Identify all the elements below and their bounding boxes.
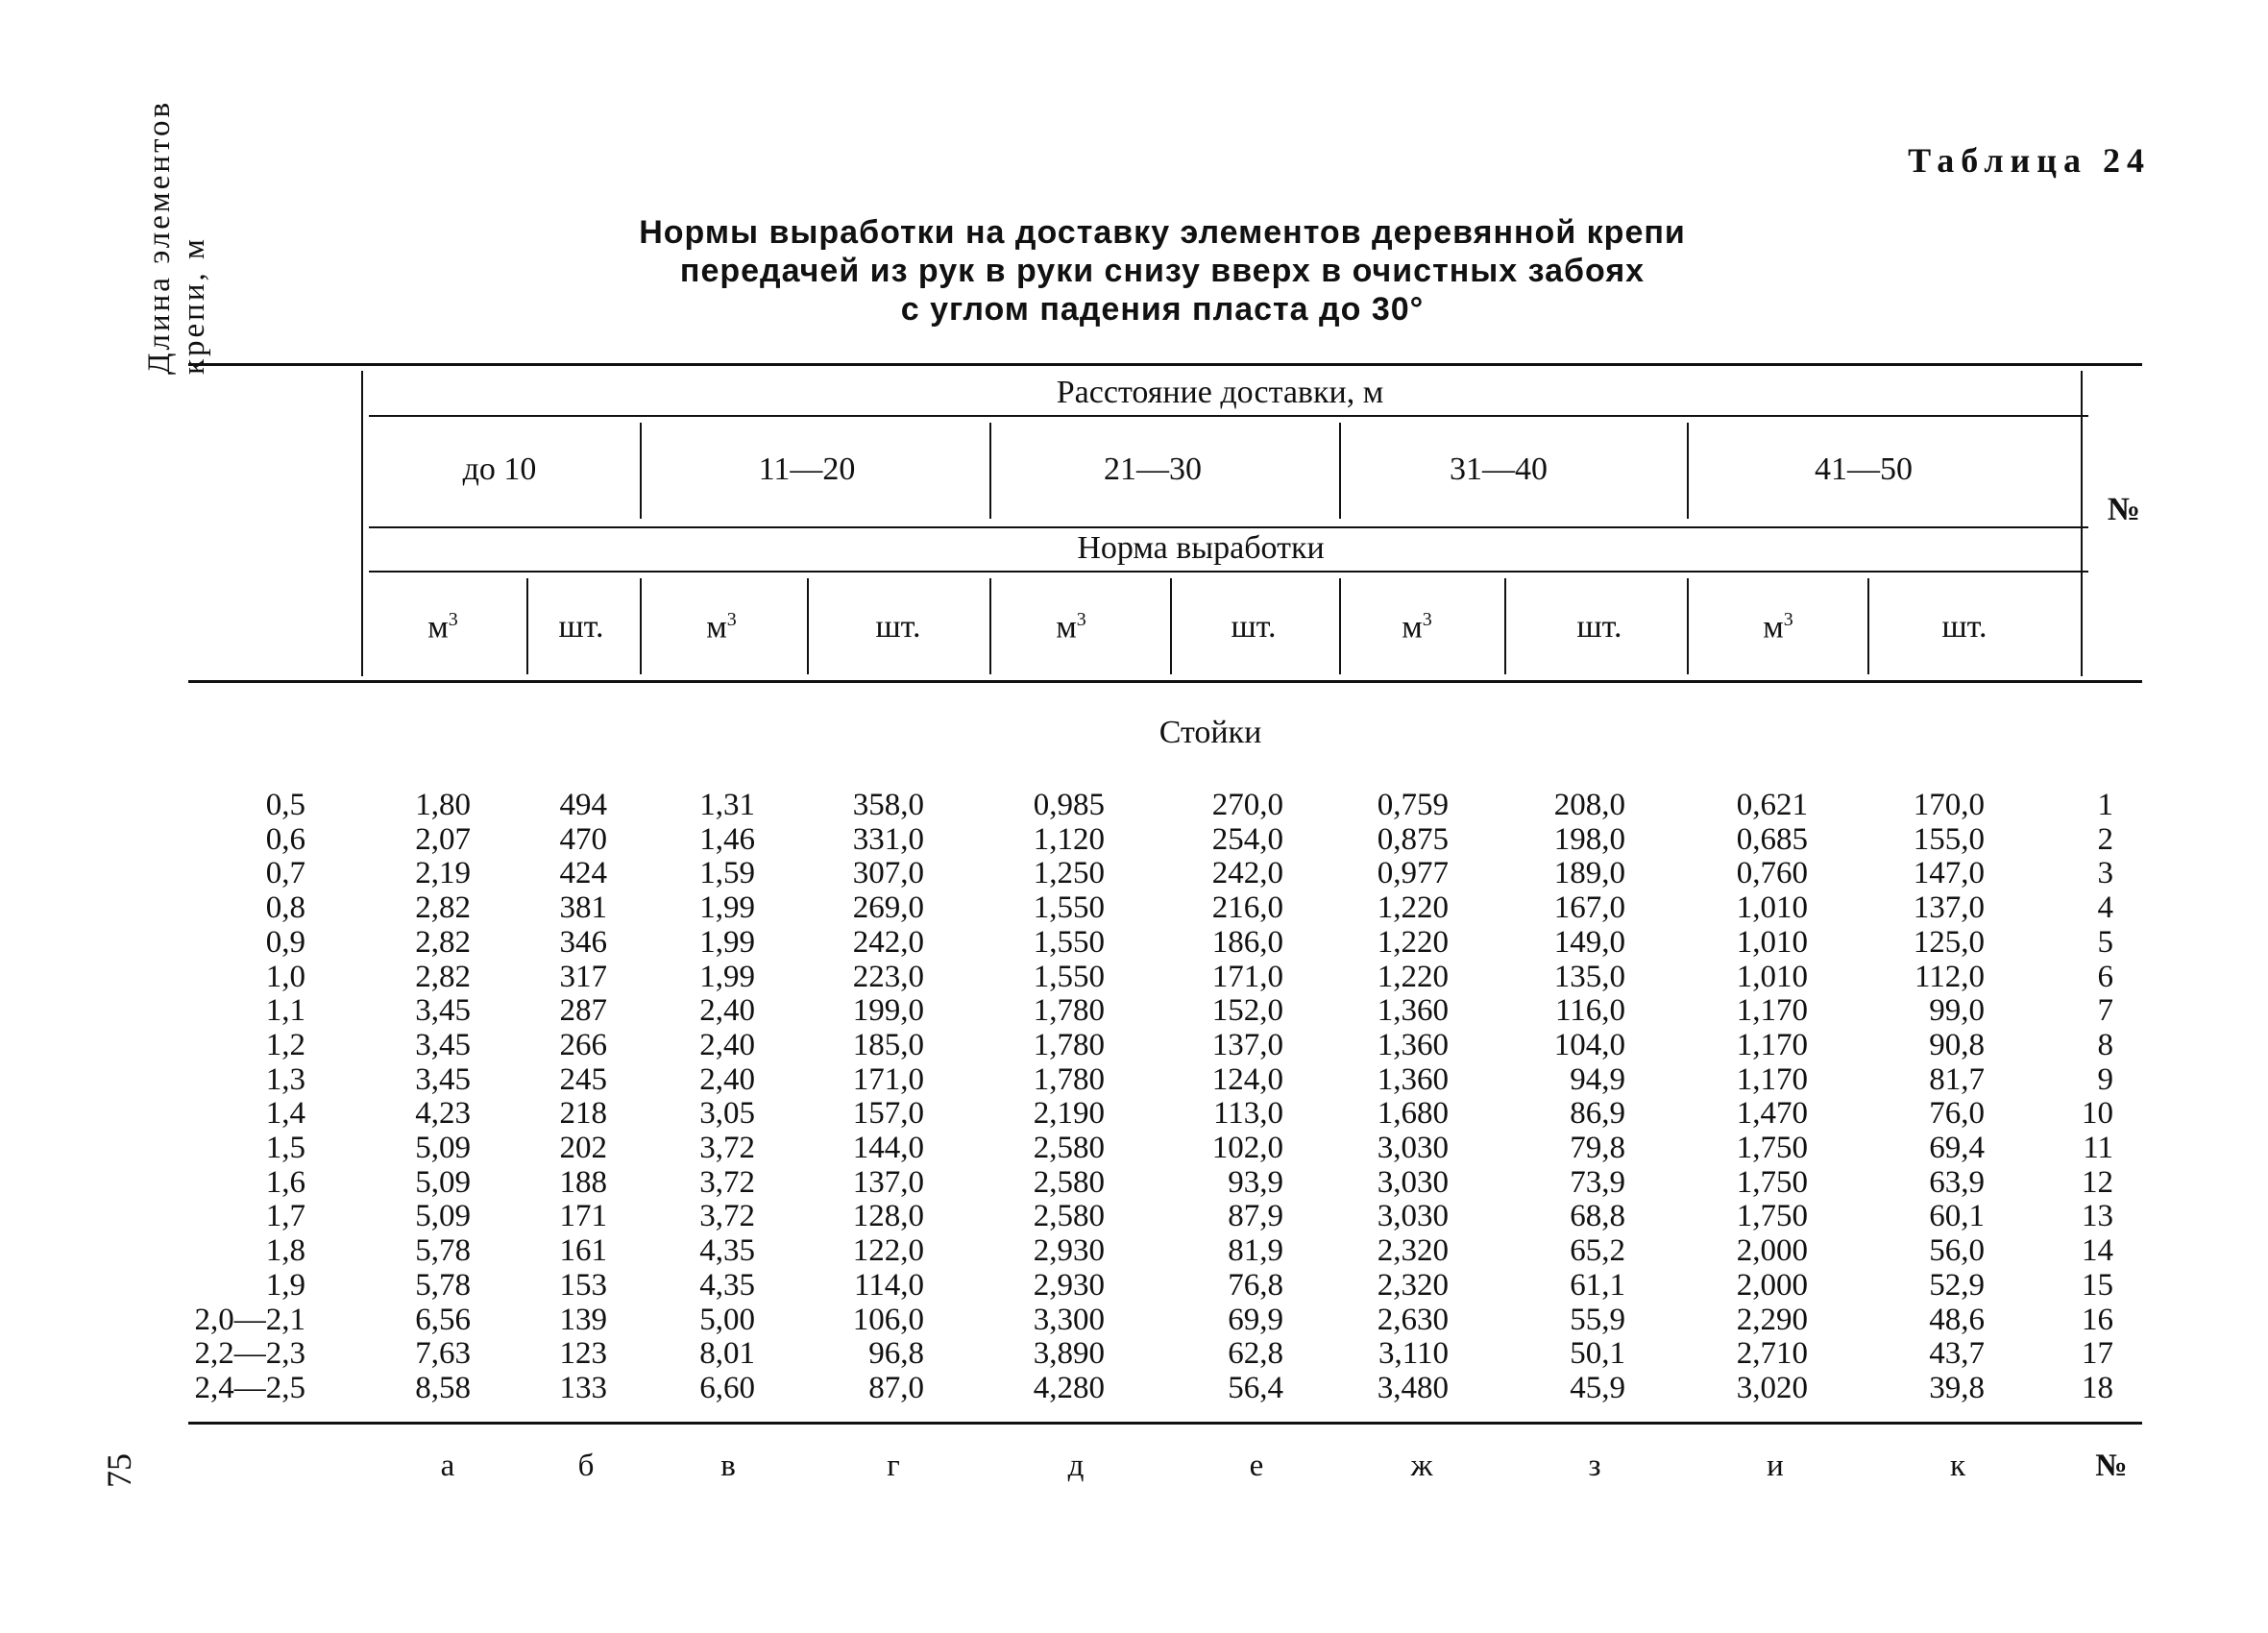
cell-z: 45,9 <box>1570 1371 1625 1405</box>
table-row <box>0 1131 2268 1165</box>
cell-e: 62,8 <box>1228 1336 1283 1371</box>
cell-i: 2,000 <box>1736 1233 1808 1268</box>
cell-e: 56,4 <box>1228 1371 1283 1405</box>
cell-i: 1,750 <box>1736 1199 1808 1233</box>
cell-zh: 3,030 <box>1377 1199 1449 1233</box>
cell-a: 2,82 <box>415 890 471 925</box>
cell-b: 202 <box>559 1131 607 1165</box>
cell-z: 94,9 <box>1570 1062 1625 1097</box>
length-header-line: Длина элементов <box>142 99 177 375</box>
col-divider <box>526 578 528 674</box>
cell-v: 3,72 <box>699 1165 755 1200</box>
col-divider <box>989 578 991 674</box>
unit-sht: шт. <box>1231 609 1277 645</box>
cell-v: 2,40 <box>699 993 755 1028</box>
table-row <box>0 1336 2268 1371</box>
cell-d: 4,280 <box>1033 1371 1105 1405</box>
cell-a: 6,56 <box>415 1303 471 1337</box>
cell-len: 1,0 <box>265 960 305 994</box>
cell-n: 4 <box>2097 890 2113 925</box>
cell-d: 1,550 <box>1033 890 1105 925</box>
footer-letter: б <box>577 1449 595 1483</box>
cell-len: 1,6 <box>265 1165 305 1200</box>
cell-i: 1,470 <box>1736 1096 1808 1131</box>
cell-b: 161 <box>559 1233 607 1268</box>
cell-e: 93,9 <box>1228 1165 1283 1200</box>
title-line: Нормы выработки на доставку элементов деревянной крепи <box>639 214 1686 251</box>
cell-z: 149,0 <box>1553 925 1625 960</box>
cell-v: 1,46 <box>699 822 755 857</box>
unit-m3: $м^3$ <box>1763 609 1793 646</box>
cell-i: 1,010 <box>1736 960 1808 994</box>
title-line: передачей из рук в руки снизу вверх в очистных забоях <box>679 253 1646 289</box>
cell-zh: 2,320 <box>1377 1233 1449 1268</box>
cell-d: 2,580 <box>1033 1131 1105 1165</box>
cell-k: 170,0 <box>1913 788 1985 822</box>
cell-len: 1,1 <box>265 993 305 1028</box>
cell-g: 358,0 <box>852 788 924 822</box>
cell-len: 1,9 <box>265 1268 305 1303</box>
cell-g: 96,8 <box>868 1336 924 1371</box>
footer-letter: к <box>1949 1449 1966 1483</box>
table-row <box>0 1028 2268 1062</box>
cell-v: 3,05 <box>699 1096 755 1131</box>
cell-len: 0,5 <box>265 788 305 822</box>
cell-b: 245 <box>559 1062 607 1097</box>
cell-zh: 1,220 <box>1377 890 1449 925</box>
cell-k: 48,6 <box>1929 1303 1985 1337</box>
cell-v: 2,40 <box>699 1028 755 1062</box>
cell-a: 5,09 <box>415 1165 471 1200</box>
cell-e: 270,0 <box>1211 788 1283 822</box>
cell-v: 4,35 <box>699 1268 755 1303</box>
col-divider <box>1504 578 1506 674</box>
cell-zh: 3,480 <box>1377 1371 1449 1405</box>
cell-zh: 1,360 <box>1377 1062 1449 1097</box>
cell-k: 125,0 <box>1913 925 1985 960</box>
cell-len: 1,3 <box>265 1062 305 1097</box>
cell-z: 61,1 <box>1570 1268 1625 1303</box>
cell-g: 307,0 <box>852 856 924 890</box>
table-row <box>0 1096 2268 1131</box>
cell-d: 2,190 <box>1033 1096 1105 1131</box>
length-header-line: крепи, м <box>177 236 211 375</box>
norm-rule <box>369 571 2088 573</box>
cell-d: 1,780 <box>1033 1028 1105 1062</box>
cell-d: 1,120 <box>1033 822 1105 857</box>
cell-v: 4,35 <box>699 1233 755 1268</box>
cell-k: 39,8 <box>1929 1371 1985 1405</box>
cell-g: 199,0 <box>852 993 924 1028</box>
cell-i: 1,010 <box>1736 925 1808 960</box>
cell-g: 137,0 <box>852 1165 924 1200</box>
cell-k: 99,0 <box>1929 993 1985 1028</box>
cell-n: 8 <box>2097 1028 2113 1062</box>
cell-i: 1,010 <box>1736 890 1808 925</box>
range-header: 41—50 <box>1815 451 1913 487</box>
cell-zh: 3,030 <box>1377 1165 1449 1200</box>
range-header: 31—40 <box>1450 451 1548 487</box>
cell-e: 171,0 <box>1211 960 1283 994</box>
cell-e: 113,0 <box>1212 1096 1283 1131</box>
footer-letter: з <box>1588 1449 1601 1483</box>
cell-a: 3,45 <box>415 993 471 1028</box>
cell-v: 3,72 <box>699 1131 755 1165</box>
cell-v: 2,40 <box>699 1062 755 1097</box>
cell-k: 69,4 <box>1929 1131 1985 1165</box>
col-divider <box>1687 578 1689 674</box>
cell-e: 152,0 <box>1211 993 1283 1028</box>
distance-rule <box>369 415 2088 417</box>
cell-d: 1,780 <box>1033 993 1105 1028</box>
footer-letter: е <box>1249 1449 1264 1483</box>
cell-g: 171,0 <box>852 1062 924 1097</box>
cell-a: 5,78 <box>415 1268 471 1303</box>
unit-m3: $м^3$ <box>427 609 458 646</box>
header-bottom-rule <box>188 680 2142 683</box>
cell-b: 317 <box>559 960 607 994</box>
cell-n: 10 <box>2082 1096 2113 1131</box>
cell-n: 7 <box>2097 993 2113 1028</box>
norm-header: Норма выработки <box>1077 530 1325 566</box>
cell-z: 104,0 <box>1553 1028 1625 1062</box>
cell-len: 2,4—2,5 <box>194 1371 305 1405</box>
table-row <box>0 960 2268 994</box>
cell-g: 185,0 <box>852 1028 924 1062</box>
cell-len: 1,2 <box>265 1028 305 1062</box>
length-column-header <box>142 99 219 375</box>
cell-a: 4,23 <box>415 1096 471 1131</box>
cell-b: 494 <box>559 788 607 822</box>
cell-b: 470 <box>559 822 607 857</box>
cell-z: 189,0 <box>1553 856 1625 890</box>
cell-z: 50,1 <box>1570 1336 1625 1371</box>
table-row <box>0 822 2268 857</box>
cell-k: 81,7 <box>1929 1062 1985 1097</box>
cell-k: 63,9 <box>1929 1165 1985 1200</box>
table-row <box>0 1062 2268 1097</box>
footer-letter: ж <box>1410 1449 1433 1483</box>
table-row <box>0 1199 2268 1233</box>
cell-e: 242,0 <box>1211 856 1283 890</box>
cell-g: 331,0 <box>852 822 924 857</box>
cell-i: 1,750 <box>1736 1131 1808 1165</box>
cell-n: 1 <box>2097 788 2113 822</box>
cell-k: 76,0 <box>1929 1096 1985 1131</box>
table-row <box>0 993 2268 1028</box>
cell-i: 2,000 <box>1736 1268 1808 1303</box>
cell-z: 198,0 <box>1553 822 1625 857</box>
table-row <box>0 1268 2268 1303</box>
cell-z: 135,0 <box>1553 960 1625 994</box>
cell-i: 1,170 <box>1736 993 1808 1028</box>
unit-m3: $м^3$ <box>1056 609 1086 646</box>
cell-e: 69,9 <box>1228 1303 1283 1337</box>
range-header: 21—30 <box>1104 451 1202 487</box>
cell-n: 6 <box>2097 960 2113 994</box>
cell-len: 0,6 <box>265 822 305 857</box>
range-header: 11—20 <box>758 451 856 487</box>
range-rule <box>369 526 2088 528</box>
page-number: 75 <box>100 1453 138 1488</box>
cell-e: 216,0 <box>1211 890 1283 925</box>
cell-b: 153 <box>559 1268 607 1303</box>
distance-header: Расстояние доставки, м <box>1056 375 1384 410</box>
footer-letter: и <box>1767 1449 1784 1483</box>
unit-sht: шт. <box>1576 609 1622 645</box>
cell-d: 1,550 <box>1033 925 1105 960</box>
cell-i: 0,760 <box>1736 856 1808 890</box>
cell-i: 1,750 <box>1736 1165 1808 1200</box>
footer-letter: в <box>720 1449 736 1483</box>
cell-a: 5,78 <box>415 1233 471 1268</box>
footer-letter: д <box>1067 1449 1085 1483</box>
cell-v: 1,99 <box>699 890 755 925</box>
cell-k: 60,1 <box>1929 1199 1985 1233</box>
cell-e: 137,0 <box>1211 1028 1283 1062</box>
cell-i: 1,170 <box>1736 1062 1808 1097</box>
footer-letter: г <box>887 1449 900 1483</box>
cell-len: 2,2—2,3 <box>194 1336 305 1371</box>
cell-g: 223,0 <box>852 960 924 994</box>
cell-n: 17 <box>2082 1336 2113 1371</box>
cell-g: 128,0 <box>852 1199 924 1233</box>
col-divider <box>1867 578 1869 674</box>
number-header: № <box>2107 492 2141 527</box>
cell-n: 5 <box>2097 925 2113 960</box>
col-divider <box>1170 578 1172 674</box>
cell-a: 7,63 <box>415 1336 471 1371</box>
cell-v: 6,60 <box>699 1371 755 1405</box>
unit-m3: $м^3$ <box>706 609 737 646</box>
cell-zh: 3,110 <box>1378 1336 1449 1371</box>
cell-n: 12 <box>2082 1165 2113 1200</box>
cell-v: 5,00 <box>699 1303 755 1337</box>
footer-letter: № <box>2095 1449 2128 1483</box>
cell-zh: 2,320 <box>1377 1268 1449 1303</box>
cell-zh: 1,220 <box>1377 960 1449 994</box>
cell-zh: 0,875 <box>1377 822 1449 857</box>
cell-k: 112,0 <box>1914 960 1985 994</box>
cell-a: 3,45 <box>415 1028 471 1062</box>
cell-e: 102,0 <box>1211 1131 1283 1165</box>
section-title: Стойки <box>1158 715 1262 750</box>
cell-g: 269,0 <box>852 890 924 925</box>
cell-d: 0,985 <box>1033 788 1105 822</box>
cell-e: 76,8 <box>1228 1268 1283 1303</box>
cell-n: 2 <box>2097 822 2113 857</box>
table-row <box>0 1371 2268 1405</box>
cell-d: 2,930 <box>1033 1268 1105 1303</box>
cell-b: 171 <box>559 1199 607 1233</box>
cell-i: 0,621 <box>1736 788 1808 822</box>
cell-a: 1,80 <box>415 788 471 822</box>
table-row <box>0 1165 2268 1200</box>
cell-n: 9 <box>2097 1062 2113 1097</box>
cell-zh: 0,759 <box>1377 788 1449 822</box>
cell-n: 13 <box>2082 1199 2113 1233</box>
cell-v: 3,72 <box>699 1199 755 1233</box>
cell-k: 137,0 <box>1913 890 1985 925</box>
cell-zh: 0,977 <box>1377 856 1449 890</box>
cell-d: 2,930 <box>1033 1233 1105 1268</box>
cell-d: 1,780 <box>1033 1062 1105 1097</box>
unit-sht: шт. <box>558 609 604 645</box>
cell-g: 106,0 <box>852 1303 924 1337</box>
cell-n: 15 <box>2082 1268 2113 1303</box>
cell-k: 90,8 <box>1929 1028 1985 1062</box>
cell-zh: 1,360 <box>1377 993 1449 1028</box>
cell-len: 1,8 <box>265 1233 305 1268</box>
cell-k: 56,0 <box>1929 1233 1985 1268</box>
cell-b: 218 <box>559 1096 607 1131</box>
cell-n: 16 <box>2082 1303 2113 1337</box>
cell-a: 5,09 <box>415 1199 471 1233</box>
col-divider <box>1339 423 1341 519</box>
cell-v: 1,99 <box>699 960 755 994</box>
cell-zh: 1,680 <box>1377 1096 1449 1131</box>
cell-i: 3,020 <box>1736 1371 1808 1405</box>
cell-k: 155,0 <box>1913 822 1985 857</box>
cell-g: 242,0 <box>852 925 924 960</box>
cell-a: 2,82 <box>415 960 471 994</box>
cell-b: 123 <box>559 1336 607 1371</box>
table-row <box>0 925 2268 960</box>
title-line: с углом падения пласта до 30° <box>900 291 1425 328</box>
cell-b: 381 <box>559 890 607 925</box>
cell-a: 5,09 <box>415 1131 471 1165</box>
cell-d: 2,580 <box>1033 1165 1105 1200</box>
cell-g: 87,0 <box>868 1371 924 1405</box>
cell-zh: 1,360 <box>1377 1028 1449 1062</box>
table-top-rule <box>188 363 2142 366</box>
cell-z: 65,2 <box>1570 1233 1625 1268</box>
cell-a: 8,58 <box>415 1371 471 1405</box>
cell-i: 0,685 <box>1736 822 1808 857</box>
col-divider <box>989 423 991 519</box>
cell-b: 188 <box>559 1165 607 1200</box>
table-row <box>0 856 2268 890</box>
col-divider <box>640 578 642 674</box>
cell-len: 1,7 <box>265 1199 305 1233</box>
cell-zh: 1,220 <box>1377 925 1449 960</box>
cell-b: 266 <box>559 1028 607 1062</box>
cell-v: 8,01 <box>699 1336 755 1371</box>
cell-len: 1,4 <box>265 1096 305 1131</box>
cell-k: 43,7 <box>1929 1336 1985 1371</box>
cell-len: 0,8 <box>265 890 305 925</box>
cell-g: 122,0 <box>852 1233 924 1268</box>
cell-i: 1,170 <box>1736 1028 1808 1062</box>
cell-a: 2,82 <box>415 925 471 960</box>
cell-z: 208,0 <box>1553 788 1625 822</box>
cell-z: 73,9 <box>1570 1165 1625 1200</box>
unit-sht: шт. <box>875 609 921 645</box>
cell-v: 1,31 <box>699 788 755 822</box>
cell-len: 2,0—2,1 <box>194 1303 305 1337</box>
table-label: Таблица 24 <box>1908 141 2151 180</box>
cell-e: 124,0 <box>1211 1062 1283 1097</box>
cell-b: 139 <box>559 1303 607 1337</box>
col-divider <box>361 371 363 676</box>
cell-z: 167,0 <box>1553 890 1625 925</box>
cell-zh: 2,630 <box>1377 1303 1449 1337</box>
cell-a: 2,07 <box>415 822 471 857</box>
cell-z: 79,8 <box>1570 1131 1625 1165</box>
cell-k: 52,9 <box>1929 1268 1985 1303</box>
cell-k: 147,0 <box>1913 856 1985 890</box>
cell-g: 157,0 <box>852 1096 924 1131</box>
unit-m3: $м^3$ <box>1402 609 1432 646</box>
table-row <box>0 890 2268 925</box>
cell-len: 1,5 <box>265 1131 305 1165</box>
cell-d: 3,890 <box>1033 1336 1105 1371</box>
cell-e: 87,9 <box>1228 1199 1283 1233</box>
cell-b: 424 <box>559 856 607 890</box>
cell-z: 68,8 <box>1570 1199 1625 1233</box>
cell-g: 114,0 <box>853 1268 924 1303</box>
cell-n: 18 <box>2082 1371 2113 1405</box>
cell-n: 11 <box>2083 1131 2113 1165</box>
cell-zh: 3,030 <box>1377 1131 1449 1165</box>
cell-z: 86,9 <box>1570 1096 1625 1131</box>
footer-letter: а <box>440 1449 455 1483</box>
cell-len: 0,7 <box>265 856 305 890</box>
col-divider <box>640 423 642 519</box>
table-title <box>538 213 1787 329</box>
unit-sht: шт. <box>1941 609 1988 645</box>
cell-d: 1,550 <box>1033 960 1105 994</box>
cell-a: 2,19 <box>415 856 471 890</box>
table-row <box>0 1303 2268 1337</box>
cell-b: 346 <box>559 925 607 960</box>
cell-len: 0,9 <box>265 925 305 960</box>
cell-i: 2,710 <box>1736 1336 1808 1371</box>
cell-z: 116,0 <box>1554 993 1625 1028</box>
cell-e: 254,0 <box>1211 822 1283 857</box>
table-row <box>0 1233 2268 1268</box>
cell-n: 3 <box>2097 856 2113 890</box>
table-row <box>0 788 2268 822</box>
col-divider <box>1339 578 1341 674</box>
cell-g: 144,0 <box>852 1131 924 1165</box>
cell-z: 55,9 <box>1570 1303 1625 1337</box>
cell-v: 1,59 <box>699 856 755 890</box>
cell-e: 81,9 <box>1228 1233 1283 1268</box>
cell-a: 3,45 <box>415 1062 471 1097</box>
cell-e: 186,0 <box>1211 925 1283 960</box>
cell-b: 287 <box>559 993 607 1028</box>
cell-d: 3,300 <box>1033 1303 1105 1337</box>
cell-b: 133 <box>559 1371 607 1405</box>
table-bottom-rule <box>188 1422 2142 1425</box>
cell-d: 2,580 <box>1033 1199 1105 1233</box>
col-divider <box>807 578 809 674</box>
cell-v: 1,99 <box>699 925 755 960</box>
range-header: до 10 <box>462 451 537 487</box>
cell-n: 14 <box>2082 1233 2113 1268</box>
cell-i: 2,290 <box>1736 1303 1808 1337</box>
cell-d: 1,250 <box>1033 856 1105 890</box>
col-divider <box>1687 423 1689 519</box>
